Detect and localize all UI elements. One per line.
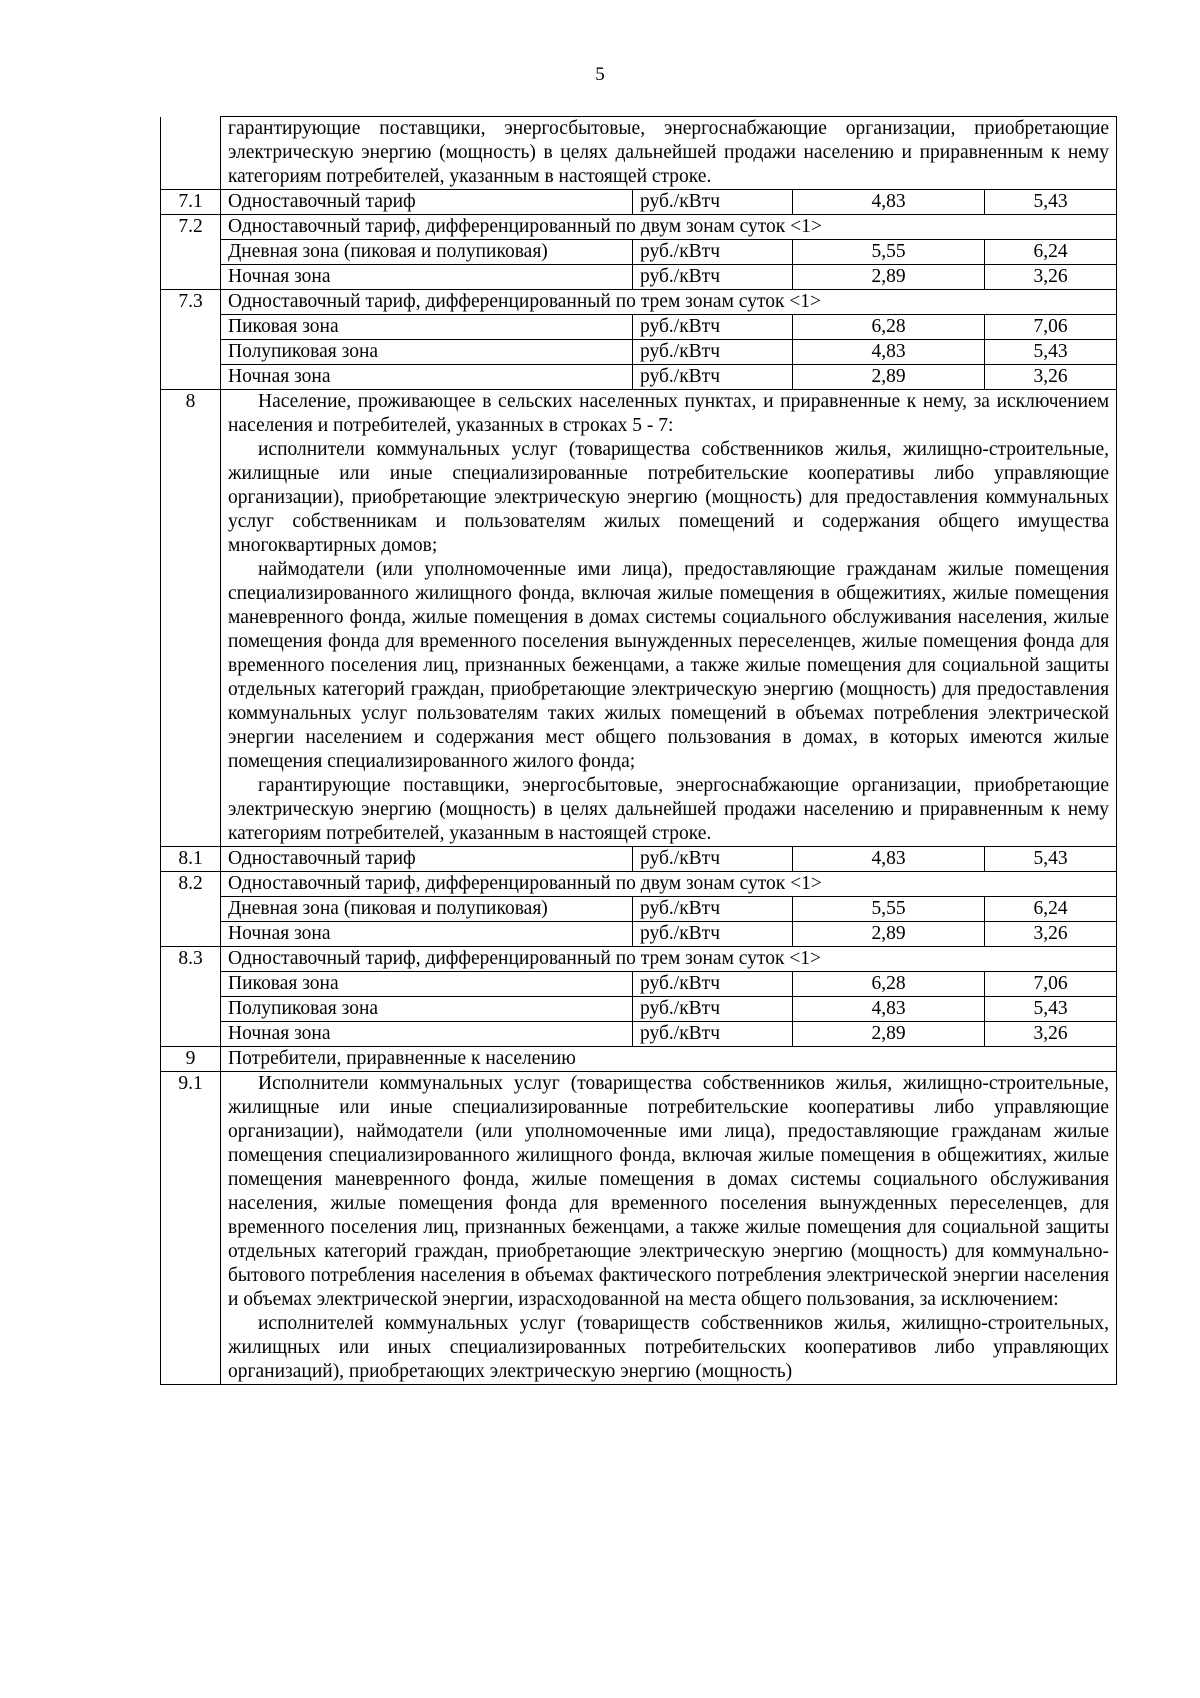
row-text: Исполнители коммунальных услуг (товарищества собственников жилья, жилищно-строительные, жилищные или иные специализированные потребительские кооперативы либо управляющие организации), наймодатели (или уполномоченные ими лица), предоставляющие гражданам жилые помещения специализированного жилищного фонда, включая жилые помещения в общежитиях, жилые помещения маневренного фонда, жилые помещения в домах системы социального обслуживания населения, жилые помещения фонда для временного поселения вынужденных переселенцев, для временного поселения лиц, признанных беженцами, а также жилые помещения для социальной защиты отдельных категорий граждан, приобретающие электрическую энергию (мощность) для коммунально-бытового потребления населения в объемах фактического потребления электрической энергии населения и объемах электрической энергии, израсходованной на места общего пользования, за исключением: xyxy=(228,1073,1110,1310)
row-name: Одноставочный тариф, дифференцированный по трем зонам суток <1> xyxy=(221,290,1117,315)
row-unit: руб./кВтч xyxy=(633,340,793,365)
row-name: Одноставочный тариф, дифференцированный по трем зонам суток <1> xyxy=(221,947,1117,972)
row-unit: руб./кВтч xyxy=(633,997,793,1022)
row-value-1: 5,55 xyxy=(793,240,985,265)
table-row xyxy=(161,340,1117,365)
row-value-1: 6,28 xyxy=(793,972,985,997)
row-unit: руб./кВтч xyxy=(633,265,793,290)
row-number: 9.1 xyxy=(161,1072,221,1385)
table-row xyxy=(161,215,1117,240)
page-number: 5 xyxy=(595,64,605,85)
row-name: Полупиковая зона xyxy=(221,340,633,365)
table-row xyxy=(161,265,1117,290)
row-value-1: 4,83 xyxy=(793,997,985,1022)
row-value-1: 2,89 xyxy=(793,922,985,947)
row-number: 8.1 xyxy=(161,847,221,872)
row-number: 8 xyxy=(161,390,221,847)
row-name: Пиковая зона xyxy=(221,315,633,340)
row-text: исполнители коммунальных услуг (товарищества собственников жилья, жилищно-строительные, жилищные или иные специализированные потребительские кооперативы либо управляющие организации), приобретающие электрическую энергию (мощность) для предоставления коммунальных услуг собственникам и пользователям жилых помещений и содержания общего имущества многоквартирных домов; xyxy=(228,439,1110,556)
row-unit: руб./кВтч xyxy=(633,1022,793,1047)
table-row xyxy=(161,972,1117,997)
row-name: Одноставочный тариф xyxy=(221,190,633,215)
row-value-2: 5,43 xyxy=(985,190,1117,215)
row-name: Потребители, приравненные к населению xyxy=(221,1047,1117,1072)
row-name: Пиковая зона xyxy=(221,972,633,997)
table-row xyxy=(161,872,1117,897)
row-value-2: 6,24 xyxy=(985,240,1117,265)
row-number: 8.2 xyxy=(161,872,221,947)
row-name: Полупиковая зона xyxy=(221,997,633,1022)
row-value-1: 2,89 xyxy=(793,1022,985,1047)
row-value-1: 2,89 xyxy=(793,265,985,290)
row-number: 7.1 xyxy=(161,190,221,215)
table-row xyxy=(161,190,1117,215)
row-value-1: 4,83 xyxy=(793,847,985,872)
row-name: Дневная зона (пиковая и полупиковая) xyxy=(221,240,633,265)
row-name: Дневная зона (пиковая и полупиковая) xyxy=(221,897,633,922)
row-value-2: 3,26 xyxy=(985,922,1117,947)
table-row xyxy=(161,897,1117,922)
row-number: 7.3 xyxy=(161,290,221,390)
row-value-1: 5,55 xyxy=(793,897,985,922)
row-name: Ночная зона xyxy=(221,922,633,947)
row-unit: руб./кВтч xyxy=(633,190,793,215)
row-value-1: 6,28 xyxy=(793,315,985,340)
tariff-table xyxy=(160,116,1117,1385)
row-text: Население, проживающее в сельских населенных пунктах, и приравненные к нему, за исключением населения и потребителей, указанных в строках 5 - 7: xyxy=(228,391,1110,436)
table-row xyxy=(161,947,1117,972)
table-row xyxy=(161,1047,1117,1072)
row-value-1: 4,83 xyxy=(793,190,985,215)
row-number: 9 xyxy=(161,1047,221,1072)
row-name: Одноставочный тариф, дифференцированный по двум зонам суток <1> xyxy=(221,872,1117,897)
row-text: гарантирующие поставщики, энергосбытовые, энергоснабжающие организации, приобретающие электрическую энергию (мощность) в целях дальнейшей продажи населению и приравненным к нему категориям потребителей, указанным в настоящей строке. xyxy=(228,775,1110,844)
table-row xyxy=(161,290,1117,315)
row-number: 7.2 xyxy=(161,215,221,290)
row-text: исполнителей коммунальных услуг (товариществ собственников жилья, жилищно-строительных, жилищных или иных специализированных потребительских кооперативов либо управляющих организаций), приобретающих электрическую энергию (мощность) xyxy=(228,1313,1110,1382)
row-name: Ночная зона xyxy=(221,365,633,390)
table-row xyxy=(161,997,1117,1022)
row-unit: руб./кВтч xyxy=(633,240,793,265)
table-row xyxy=(161,1072,1117,1385)
row-value-2: 7,06 xyxy=(985,315,1117,340)
row-text: наймодатели (или уполномоченные ими лица), предоставляющие гражданам жилые помещения специализированного жилищного фонда, включая жилые помещения в общежитиях, жилые помещения маневренного фонда, жилые помещения в домах системы социального обслуживания населения, жилые помещения фонда для временного поселения вынужденных переселенцев, жилые помещения фонда для временного поселения лиц, признанных беженцами, а также жилые помещения для социальной защиты отдельных категорий граждан, приобретающие электрическую энергию (мощность) для предоставления коммунальных услуг пользователям таких жилых помещений в объемах потребления электрической энергии населением и содержания мест общего пользования в домах, в которых имеются жилые помещения специализированного жилого фонда; xyxy=(228,559,1110,772)
row-value-1: 4,83 xyxy=(793,340,985,365)
row-value-2: 5,43 xyxy=(985,997,1117,1022)
table-row xyxy=(161,1022,1117,1047)
row-name: Ночная зона xyxy=(221,265,633,290)
row-name: Ночная зона xyxy=(221,1022,633,1047)
row-value-2: 3,26 xyxy=(985,1022,1117,1047)
row-value-1: 2,89 xyxy=(793,365,985,390)
row-value-2: 5,43 xyxy=(985,340,1117,365)
row-value-2: 7,06 xyxy=(985,972,1117,997)
row-unit: руб./кВтч xyxy=(633,922,793,947)
row-unit: руб./кВтч xyxy=(633,972,793,997)
table-row xyxy=(161,922,1117,947)
table-row xyxy=(161,240,1117,265)
table-row xyxy=(161,365,1117,390)
row-name: Одноставочный тариф xyxy=(221,847,633,872)
row-unit: руб./кВтч xyxy=(633,315,793,340)
row-number: 8.3 xyxy=(161,947,221,1047)
row-value-2: 3,26 xyxy=(985,365,1117,390)
row-value-2: 6,24 xyxy=(985,897,1117,922)
row-value-2: 3,26 xyxy=(985,265,1117,290)
row-unit: руб./кВтч xyxy=(633,897,793,922)
row-unit: руб./кВтч xyxy=(633,847,793,872)
row-name: Одноставочный тариф, дифференцированный по двум зонам суток <1> xyxy=(221,215,1117,240)
row-unit: руб./кВтч xyxy=(633,365,793,390)
table-row xyxy=(161,315,1117,340)
row-value-2: 5,43 xyxy=(985,847,1117,872)
table-row xyxy=(161,117,1117,190)
row-text: гарантирующие поставщики, энергосбытовые, энергоснабжающие организации, приобретающие электрическую энергию (мощность) в целях дальнейшей продажи населению и приравненным к нему категориям потребителей, указанным в настоящей строке. xyxy=(228,118,1110,187)
table-row xyxy=(161,847,1117,872)
table-row xyxy=(161,390,1117,847)
